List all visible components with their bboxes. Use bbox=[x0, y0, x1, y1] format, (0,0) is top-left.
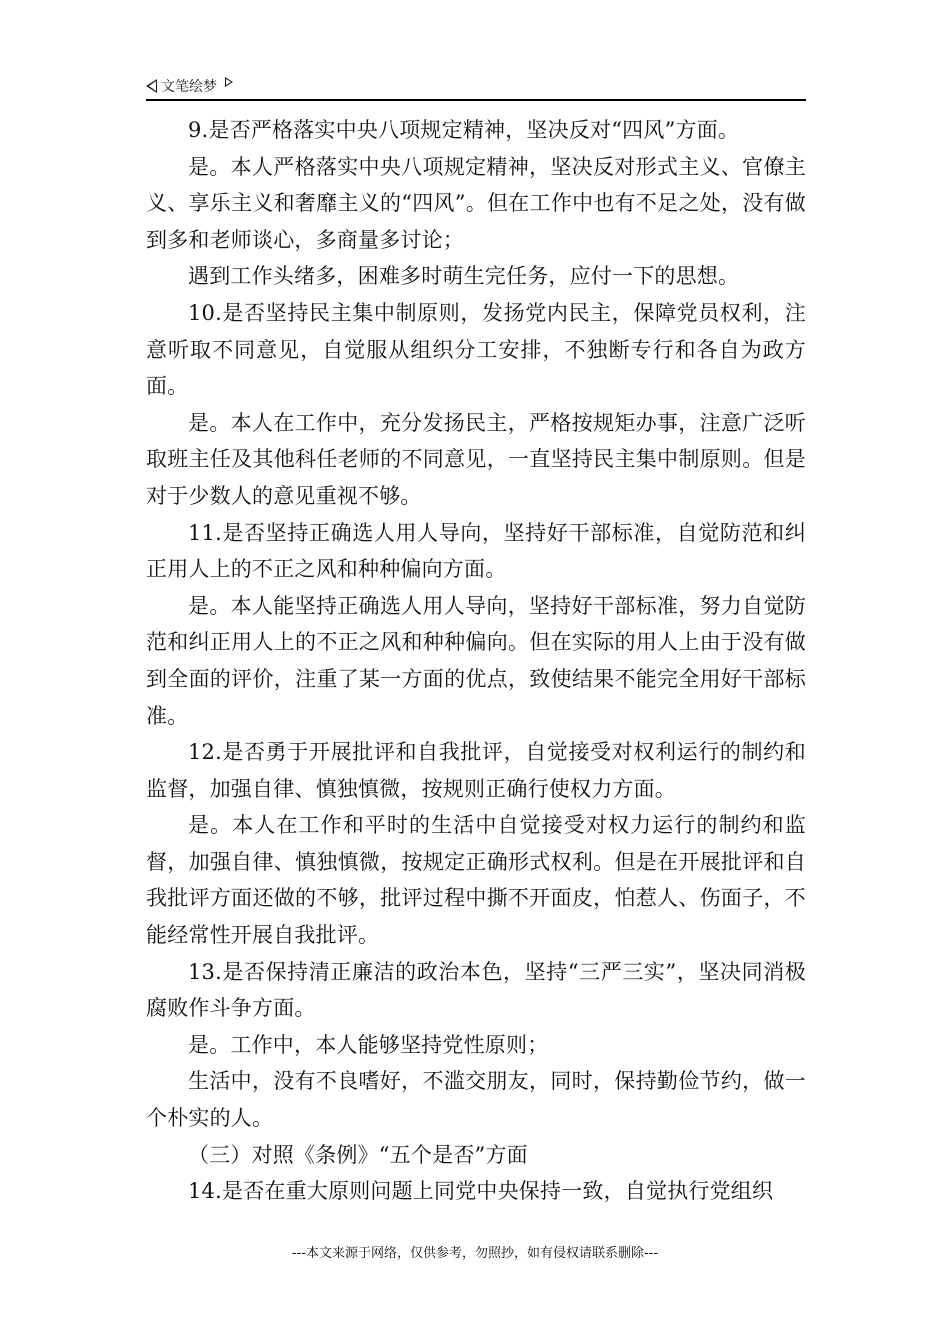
paragraph-answer-9: 是。本人严格落实中央八项规定精神，坚决反对形式主义、官僚主义、享乐主义和奢靡主义的“四风”。但在工作中也有不足之处，没有做到多和老师谈心，多商量多讨论； bbox=[146, 154, 806, 252]
page-header bbox=[146, 74, 806, 98]
paragraph-answer-9-cont: 遇到工作头绪多，困难多时萌生完任务，应付一下的思想。 bbox=[188, 264, 740, 289]
triangle-right-icon bbox=[225, 77, 233, 87]
triangle-left-icon bbox=[146, 79, 157, 93]
footer-disclaimer: ---本文来源于网络，仅供参考，勿照抄，如有侵权请联系删除--- bbox=[291, 1246, 659, 1261]
paragraph-answer-12: 是。本人在工作和平时的生活中自觉接受对权力运行的制约和监督，加强自律、慎独慎微，按规定正确形式权利。但是在开展批评和自我批评方面还做的不够，批评过程中撕不开面皮，怕惹人、伤面子，不能经常性开展自我批评。 bbox=[146, 813, 806, 948]
paragraph-answer-11: 是。本人能坚持正确选人用人导向，坚持好干部标准，努力自觉防范和纠正用人上的不正之风和种种偏向。但在实际的用人上由于没有做到全面的评价，注重了某一方面的优点，致使结果不能完全用好干部标准。 bbox=[146, 593, 806, 728]
paragraph-item-11: 11.是否坚持正确选人用人导向，坚持好干部标准，自觉防范和纠正用人上的不正之风和种种偏向方面。 bbox=[146, 520, 806, 582]
section-heading: （三）对照《条例》“五个是否”方面 bbox=[188, 1142, 528, 1167]
document-body bbox=[146, 112, 806, 1210]
paragraph-item-9: 9.是否严格落实中央八项规定精神，坚决反对“四风”方面。 bbox=[188, 118, 740, 142]
header-title: 文笔绘梦 bbox=[161, 79, 217, 95]
paragraph-item-14: 14.是否在重大原则问题上同党中央保持一致，自觉执行党组织 bbox=[188, 1179, 774, 1204]
paragraph-answer-10: 是。本人在工作中，充分发扬民主，严格按规矩办事，注意广泛听取班主任及其他科任老师的不同意见，一直坚持民主集中制原则。但是对于少数人的意见重视不够。 bbox=[146, 410, 806, 508]
paragraph-answer-13-cont: 生活中，没有不良嗜好，不滥交朋友，同时，保持勤俭节约，做一个朴实的人。 bbox=[146, 1069, 806, 1131]
paragraph-item-12: 12.是否勇于开展批评和自我批评，自觉接受对权利运行的制约和监督，加强自律、慎独慎微，按规则正确行使权力方面。 bbox=[146, 740, 806, 801]
paragraph-item-10: 10.是否坚持民主集中制原则，发扬党内民主，保障党员权利，注意听取不同意见，自觉服从组织分工安排，不独断专行和各自为政方面。 bbox=[146, 300, 806, 399]
header-divider bbox=[146, 99, 806, 101]
paragraph-item-13: 13.是否保持清正廉洁的政治本色，坚持“三严三实”，坚决同消极腐败作斗争方面。 bbox=[146, 959, 806, 1021]
paragraph-answer-13: 是。工作中，本人能够坚持党性原则； bbox=[188, 1032, 549, 1057]
